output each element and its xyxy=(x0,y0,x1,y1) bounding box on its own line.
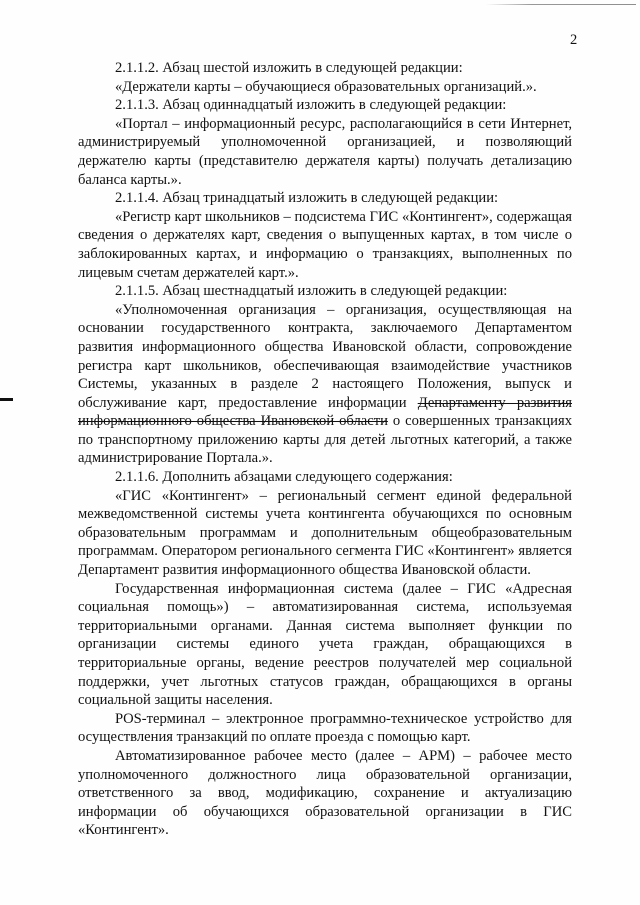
paragraph-portal-definition: «Портал – информационный ресурс, располагающийся в сети Интернет, администрируемый уполномоченной организацией, и позволяющий держателю карты (представителю держателя карты) получать детализацию баланса карты.». xyxy=(78,115,572,188)
paragraph-authorized-organization xyxy=(78,301,572,468)
paragraph-2-1-1-2: 2.1.1.2. Абзац шестой изложить в следующей редакции: xyxy=(115,60,463,76)
paragraph-2-1-1-3: 2.1.1.3. Абзац одиннадцатый изложить в следующей редакции: xyxy=(115,97,507,114)
top-edge-rule xyxy=(486,4,636,5)
paragraph-gis-social-assistance: Государственная информационная система (далее – ГИС «Адресная социальная помощь») – автоматизированная система, используемая территориальными органами. Данная система выполняет функции по организации системы единого учета граждан, обращающихся в территориальные органы, ведение реестров получателей мер социальной поддержки, учет льготных статусов граждан, обращающихся в органы социальной защиты населения. xyxy=(78,580,572,709)
paragraph-workstation: Автоматизированное рабочее место (далее – АРМ) – рабочее место уполномоченного должностного лица образовательной организации, ответственного за ввод, модификацию, сохранение и актуализацию информации об обучающихся образовательной организации в ГИС «Контингент». xyxy=(78,747,572,839)
paragraph-pos-terminal: POS-терминал – электронное программно-техническое устройство для осуществления транзакций по оплате проезда с помощью карт. xyxy=(78,710,572,746)
paragraph-gis-contingent: «ГИС «Контингент» – региональный сегмент единой федеральной межведомственной системы учета контингента обучающихся по основным образовательным программам и дополнительным общеобразовательным программам. Оператором регионального сегмента ГИС «Контингент» является Департамент развития информационного общества Ивановской области. xyxy=(78,487,572,579)
paragraph-2-1-1-5: 2.1.1.5. Абзац шестнадцатый изложить в следующей редакции: xyxy=(115,283,508,300)
paragraph-2-1-1-4: 2.1.1.4. Абзац тринадцатый изложить в следующей редакции: xyxy=(115,190,499,207)
paragraph-register-definition: «Регистр карт школьников – подсистема ГИС «Контингент», содержащая сведения о держателях карт, сведения о выпущенных картах, в том числе о заблокированных картах, и информацию о транзакциях, выполненных по лицевым счетам держателей карт.». xyxy=(78,208,572,281)
paragraph-card-holders: «Держатели карты – обучающиеся образовательных организаций.». xyxy=(115,78,537,95)
authorized-organization-text-start: «Уполномоченная организация – организация, осуществляющая на основании государственного контракта, заключаемого Департаментом развития информационного общества Ивановской области, сопровождение регистра карт школьников, обеспечивающая взаимодействие участников Системы, указанных в разделе 2 настоящего Положения, выпуск и обслуживание карт, предоставление информации xyxy=(78,301,572,411)
margin-mark xyxy=(0,398,13,401)
page-number: 2 xyxy=(570,32,578,48)
authorized-organization-text-end: о совершенных транзакциях по транспортному приложению карты для детей льготных категорий, а также администрирование Портала.». xyxy=(78,413,573,467)
document-body xyxy=(78,59,572,840)
struck-through-text: Департаменту развития информационного общества Ивановской области xyxy=(78,394,572,430)
paragraph-2-1-1-6: 2.1.1.6. Дополнить абзацами следующего содержания: xyxy=(115,469,453,486)
